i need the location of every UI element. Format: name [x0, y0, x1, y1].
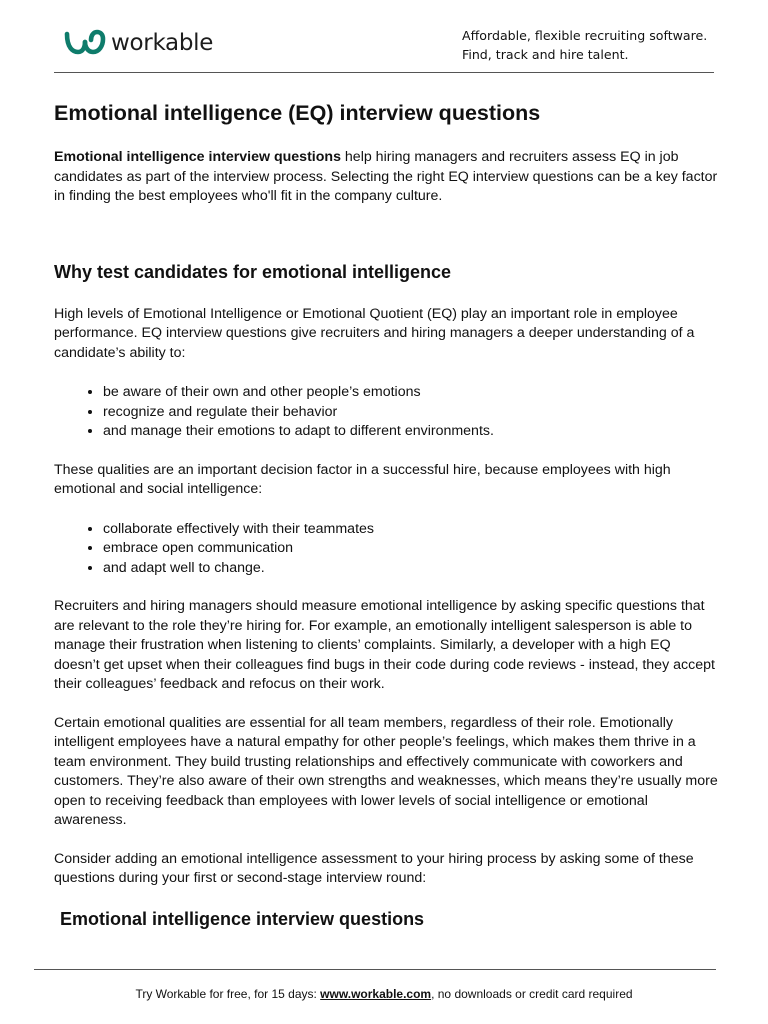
- paragraph-measure-eq: Recruiters and hiring managers should measure emotional intelligence by asking specific questions that are relevant to the role they’re hiring for. For example, an emotionally intelligent salesperson is able to manage their frustration when listening to clients’ complaints. Similarly, a developer with a high EQ doesn’t get upset when their colleagues find bugs in their code during code reviews - instead, they accept their colleagues’ feedback and refocus on their work.: [54, 598, 715, 692]
- workable-logo[interactable]: [64, 28, 213, 58]
- tagline-line-2: Find, track and hire talent.: [462, 47, 629, 62]
- paragraph-decision-factor: These qualities are an important decision factor in a successful hire, because employees with high emotional and social intelligence:: [54, 461, 671, 497]
- workable-logo-icon: [64, 28, 106, 58]
- section-heading-why-test: Why test candidates for emotional intelligence: [54, 261, 452, 282]
- paragraph-eq-role: High levels of Emotional Intelligence or Emotional Quotient (EQ) play an important role in employee performance. EQ interview questions give recruiters and hiring managers a deeper understanding of a candidate’s ability to:: [54, 305, 695, 361]
- section-heading-questions: Emotional intelligence interview questions: [60, 908, 425, 929]
- list-item: • recognize and regulate their behavior: [103, 403, 719, 423]
- list-item: • and adapt well to change.: [103, 559, 719, 579]
- list-item: • be aware of their own and other people’s emotions: [103, 383, 719, 403]
- article-body: [54, 99, 719, 931]
- list-item: • and manage their emotions to adapt to different environments.: [103, 422, 719, 442]
- qualities-list: [54, 520, 719, 579]
- footer-text-after: , no downloads or credit card required: [431, 987, 633, 1001]
- intro-paragraph: [54, 148, 719, 207]
- footer-website-link[interactable]: www.workable.com: [320, 987, 432, 1001]
- ability-list: [54, 383, 719, 442]
- page-title: Emotional intelligence (EQ) interview questions: [54, 101, 541, 125]
- footer-divider: [34, 969, 716, 970]
- paragraph-essential-qualities: Certain emotional qualities are essential for all team members, regardless of their role. Emotionally intelligent employees have a natural empathy for other people’s feelings, which makes them thrive in a team environment. They build trusting relationships and effectively communicate with coworkers and customers. They’re also aware of their own strengths and weaknesses, which means they’re usually more open to receiving feedback than employees with lower levels of social intelligence or emotional awareness.: [54, 714, 718, 828]
- list-item: • embrace open communication: [103, 539, 719, 559]
- logo-text: workable: [111, 30, 214, 56]
- page-footer: [0, 986, 768, 1002]
- paragraph-consider-assessment: Consider adding an emotional intelligence assessment to your hiring process by asking some of these questions during your first or second-stage interview round:: [54, 850, 694, 886]
- page-header: [0, 0, 768, 74]
- intro-text: help hiring managers and recruiters assess EQ in job candidates as part of the interview process. Selecting the right EQ interview questions can be a key factor in finding the best employees who'll fit in the company culture.: [54, 149, 718, 204]
- intro-bold-lead: Emotional intelligence interview questions: [54, 149, 341, 165]
- tagline-line-1: Affordable, flexible recruiting software.: [462, 28, 708, 43]
- list-item: • collaborate effectively with their teammates: [103, 520, 719, 540]
- footer-text-before: Try Workable for free, for 15 days:: [135, 987, 321, 1001]
- header-divider: [54, 72, 714, 73]
- header-tagline: [462, 26, 707, 64]
